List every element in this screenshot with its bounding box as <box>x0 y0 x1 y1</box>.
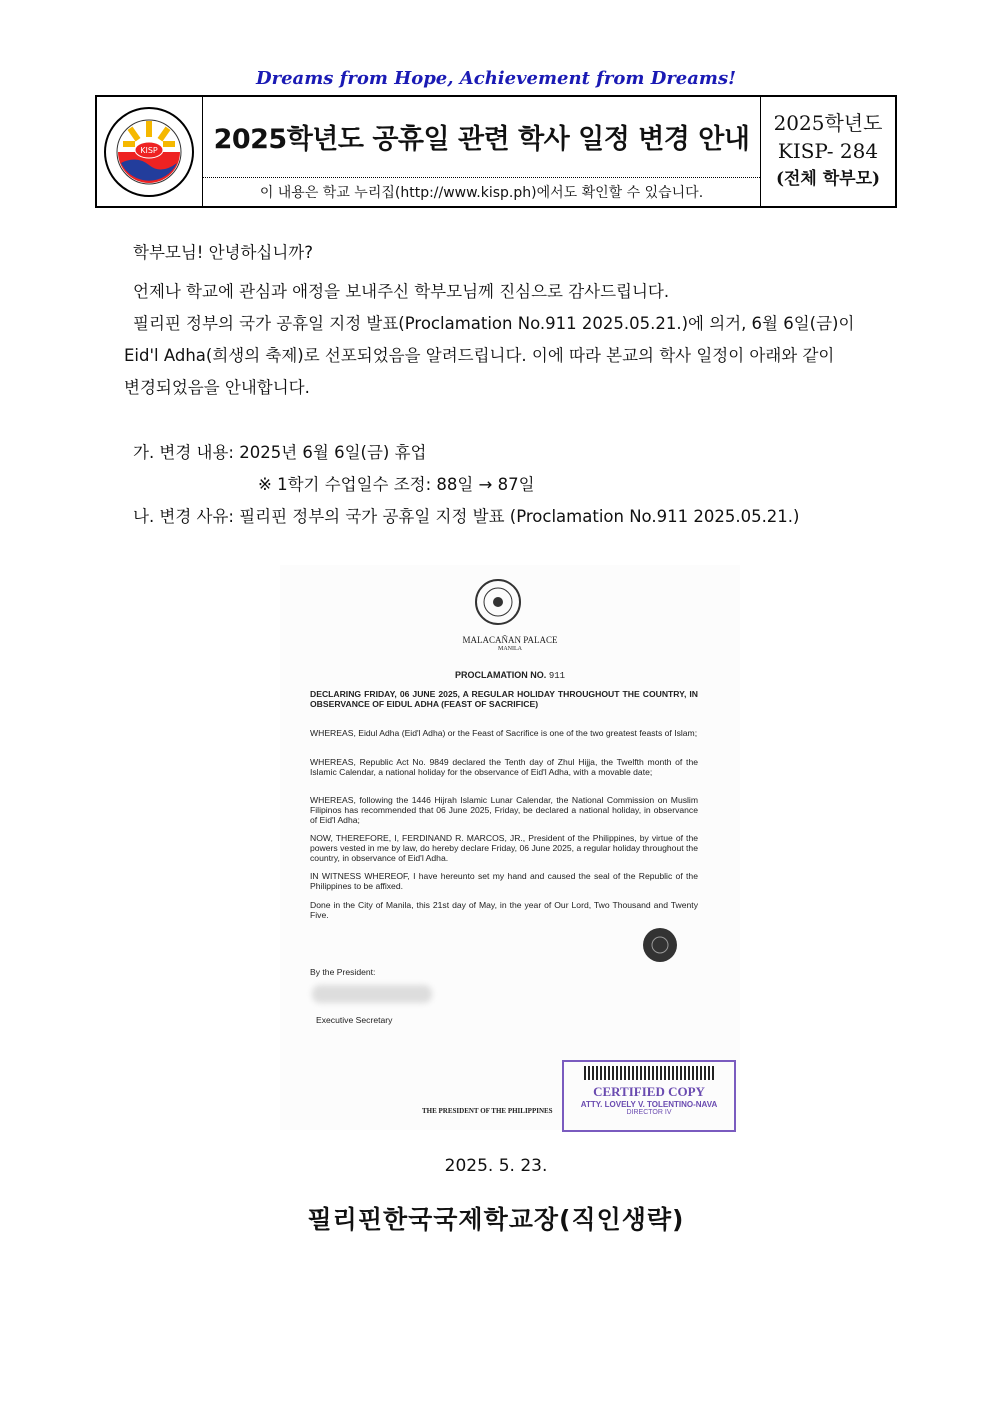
palace-name: MALACAÑAN PALACE <box>462 635 558 645</box>
greeting: 학부모님! 안녕하십니까? <box>133 243 314 262</box>
doc-info <box>761 97 895 193</box>
body-line: 필리핀 정부의 국가 공휴일 지정 발표(Proclamation No.911 2025.05.21.)에 의거, 6월 6일(금)이 <box>133 314 855 333</box>
official-seal-icon <box>632 925 688 965</box>
website-notice: 이 내용은 학교 누리집(http://www.kisp.ph)에서도 확인할 수 있습니다. <box>203 177 760 202</box>
seal-icon <box>470 577 526 627</box>
body-line: Eid'l Adha(희생의 축제)로 선포되었음을 알려드립니다. 이에 따라 본교의 학사 일정이 아래와 같이 <box>124 346 835 365</box>
clause: WHEREAS, Eidul Adha (Eid'l Adha) or the Feast of Sacrifice is one of the two greatest feasts of Islam; <box>310 728 698 738</box>
document-date: 2025. 5. 23. <box>444 1156 548 1176</box>
svg-text:KISP: KISP <box>140 146 158 155</box>
clause: IN WITNESS WHEREOF, I have hereunto set my hand and caused the seal of the Republic of the Philippines to be affixed. <box>310 871 698 891</box>
school-logo <box>97 97 203 206</box>
by-president: By the President: <box>310 967 376 977</box>
audience: (전체 학부모) <box>775 169 881 189</box>
clause: Done in the City of Manila, this 21st day of May, in the year of Our Lord, Two Thousand and Twenty Five. <box>310 900 698 920</box>
signer: 필리핀한국국제학교장(직인생략) <box>307 1205 685 1234</box>
document-number: KISP- 284 <box>777 139 879 163</box>
change-reason: 나. 변경 사유: 필리핀 정부의 국가 공휴일 지정 발표 (Proclamation No.911 2025.05.21.) <box>133 507 800 526</box>
clause: NOW, THEREFORE, I, FERDINAND R. MARCOS, JR., President of the Philippines, by virtue of the powers vested in me by law, do hereby declare Friday, 06 June 2025, a regular holiday throughout the country, in observance of Eid'l Adha. <box>310 833 698 863</box>
proclamation-heading: DECLARING FRIDAY, 06 JUNE 2025, A REGULAR HOLIDAY THROUGHOUT THE COUNTRY, IN OBSERVANCE OF EIDUL ADHA (FEAST OF SACRIFICE) <box>310 689 698 709</box>
body-line: 변경되었음을 안내합니다. <box>124 378 310 397</box>
palace-city: MANILA <box>498 646 522 652</box>
certified-copy-stamp: CERTIFIED COPY ATTY. LOVELY V. TOLENTINO-NAVA DIRECTOR IV <box>562 1060 736 1132</box>
change-content: 가. 변경 내용: 2025년 6월 6일(금) 휴업 <box>133 443 427 462</box>
school-year: 2025학년도 <box>773 111 883 135</box>
change-note: ※ 1학기 수업일수 조정: 88일 → 87일 <box>258 475 535 494</box>
redacted-signature <box>312 985 432 1003</box>
document-title: 2025학년도 공휴일 관련 학사 일정 변경 안내 <box>213 124 750 155</box>
proclamation-number: PROCLAMATION NO. 911 <box>454 670 566 681</box>
executive-secretary: Executive Secretary <box>316 1015 393 1025</box>
body-line: 언제나 학교에 관심과 애정을 보내주신 학부모님께 진심으로 감사드립니다. <box>133 282 670 301</box>
clause: WHEREAS, Republic Act No. 9849 declared the Tenth day of Zhul Hijja, the Twelfth month of the Islamic Calendar, a national holiday for the observance of Eid'l Adha, with a movable date; <box>310 757 698 777</box>
title-cell <box>203 97 761 206</box>
school-motto: Dreams from Hope, Achievement from Dreams! <box>256 68 736 89</box>
clause: WHEREAS, following the 1446 Hijrah Islamic Lunar Calendar, the National Commission on Muslim Filipinos has recommended that 06 June 2025, Friday, be declared a national holiday, in observance of Eid'l Adha; <box>310 795 698 825</box>
proclamation-image <box>280 565 740 1130</box>
header-table <box>95 95 897 208</box>
footer-line: THE PRESIDENT OF THE PHILIPPINES <box>422 1107 553 1115</box>
